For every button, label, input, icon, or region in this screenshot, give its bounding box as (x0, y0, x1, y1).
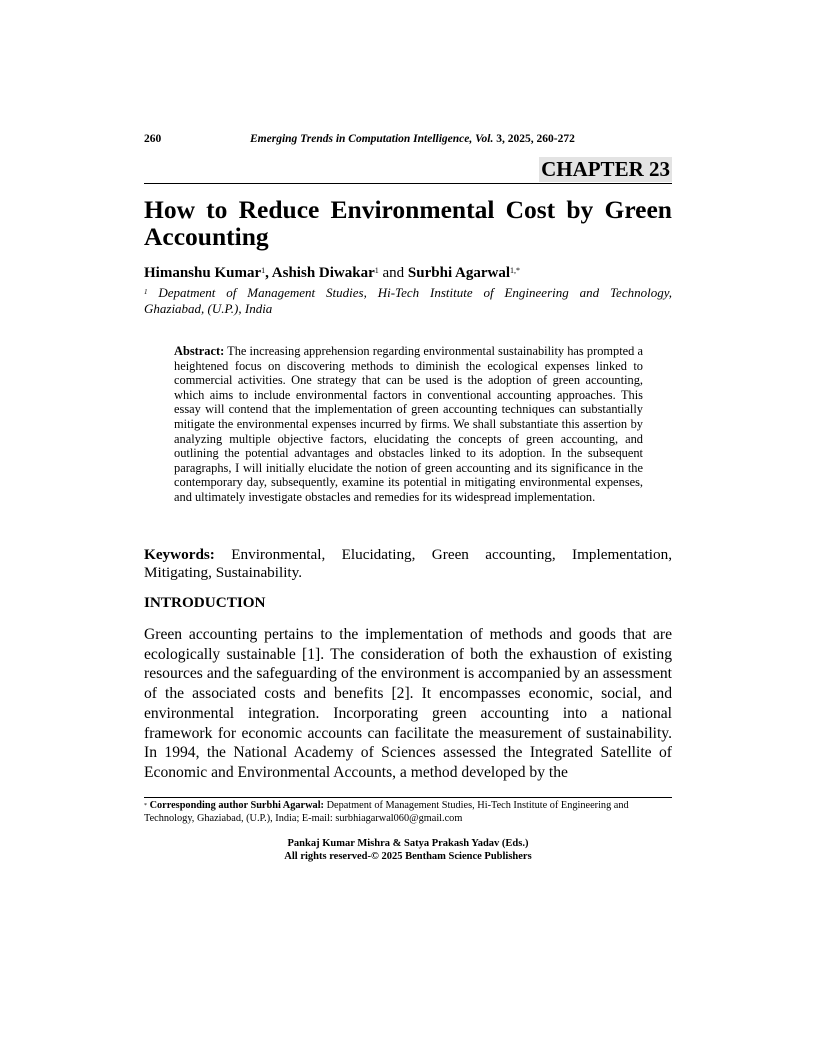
footnote-text: Depatment of Management Studies, Hi-Tech Institute of Engineering and Technology, Ghaziabad, (U.P.), India; E-mail: surbhiagarwal060@gmail.com (144, 800, 629, 824)
author-affiliation-marker: 1,* (510, 266, 521, 275)
publisher-footer (144, 838, 672, 863)
keywords-text: Environmental, Elucidating, Green accounting, Implementation, (214, 546, 672, 563)
author-affiliation-marker: 1 (261, 266, 266, 275)
editors-line: Pankaj Kumar Mishra & Satya Prakash Yadav (Eds.) (287, 838, 529, 849)
abstract-text: The increasing apprehension regarding environmental sustainability has prompted a heightened focus on discovering methods to diminish the ecological expenses linked to commercial activities. One strategy that can be used is the adoption of green accounting, which aims to include environmental factors in conventional accounting approaches. This essay will contend that the implementation of green accounting techniques can substantially mitigate the environmental expenses incurred by firms. We shall substantiate this assertion by analyzing multiple objective factors, elucidating the concepts of green accounting, and outlining the potential advantages and obstacles linked to its adoption. In the subsequent paragraphs, I will initially elucidate the notion of green accounting and its significance in the contemporary day, subsequently, examine its potential in mitigating environmental expenses, and ultimately investigate obstacles and remedies for its widespread implementation. (174, 344, 643, 504)
paper-title (144, 196, 672, 250)
title-line-1: How to Reduce Environmental Cost by Green (144, 195, 672, 224)
footnote-marker: * (144, 803, 147, 809)
author-name: Surbhi Agarwal (407, 265, 511, 281)
footnote-label: Corresponding author Surbhi Agarwal: (147, 800, 324, 811)
affiliation-text: Depatment of Management Studies, Hi-Tech Institute of Engineering and Technology, (147, 285, 672, 300)
author-affiliation-marker: 1 (374, 266, 379, 275)
section-heading-introduction: INTRODUCTION (144, 594, 266, 611)
keywords-line-2: Mitigating, Sustainability. (144, 564, 303, 581)
journal-citation (250, 133, 575, 145)
chapter-header (144, 157, 672, 184)
author-name: Himanshu Kumar (144, 265, 262, 281)
author-name: Ashish Diwakar (271, 265, 375, 281)
title-line-2: Accounting (144, 222, 269, 251)
volume-number: 3 (496, 133, 502, 145)
copyright-line: All rights reserved-© 2025 Bentham Science Publishers (284, 850, 532, 862)
corresponding-author-footnote (144, 800, 672, 825)
author-separator: , (265, 265, 272, 281)
page-number: 260 (144, 133, 162, 145)
keywords (144, 546, 672, 582)
chapter-label: CHAPTER 23 (541, 157, 670, 181)
affiliation-line-1 (144, 285, 672, 301)
author-list (144, 264, 672, 282)
affiliation-marker: 1 (144, 288, 148, 296)
abstract-label: Abstract: (174, 344, 225, 358)
keywords-line-1 (144, 546, 672, 564)
affiliation (144, 285, 672, 316)
abstract (174, 344, 643, 505)
year-pages: , 2025, 260-272 (501, 133, 575, 145)
author-conjunction: and (378, 265, 408, 281)
affiliation-line-2: Ghaziabad, (U.P.), India (144, 300, 273, 316)
journal-name: Emerging Trends in Computation Intelligence, Vol. (250, 133, 494, 145)
keywords-label: Keywords: (144, 546, 215, 563)
introduction-paragraph: Green accounting pertains to the implementation of methods and goods that are ecologically sustainable [1]. The consideration of both the exhaustion of existing resources and the safeguarding of the environment is accompanied by an assessment of the associated costs and benefits [2]. It encompasses economic, social, and environmental integration. Incorporating green accounting into a national framework for economic accounts can facilitate the measurement of sustainability. In 1994, the National Academy of Sciences assessed the Integrated Satellite of Economic and Environmental Accounts, a method developed by the (144, 626, 672, 781)
footnote-divider (144, 797, 672, 798)
